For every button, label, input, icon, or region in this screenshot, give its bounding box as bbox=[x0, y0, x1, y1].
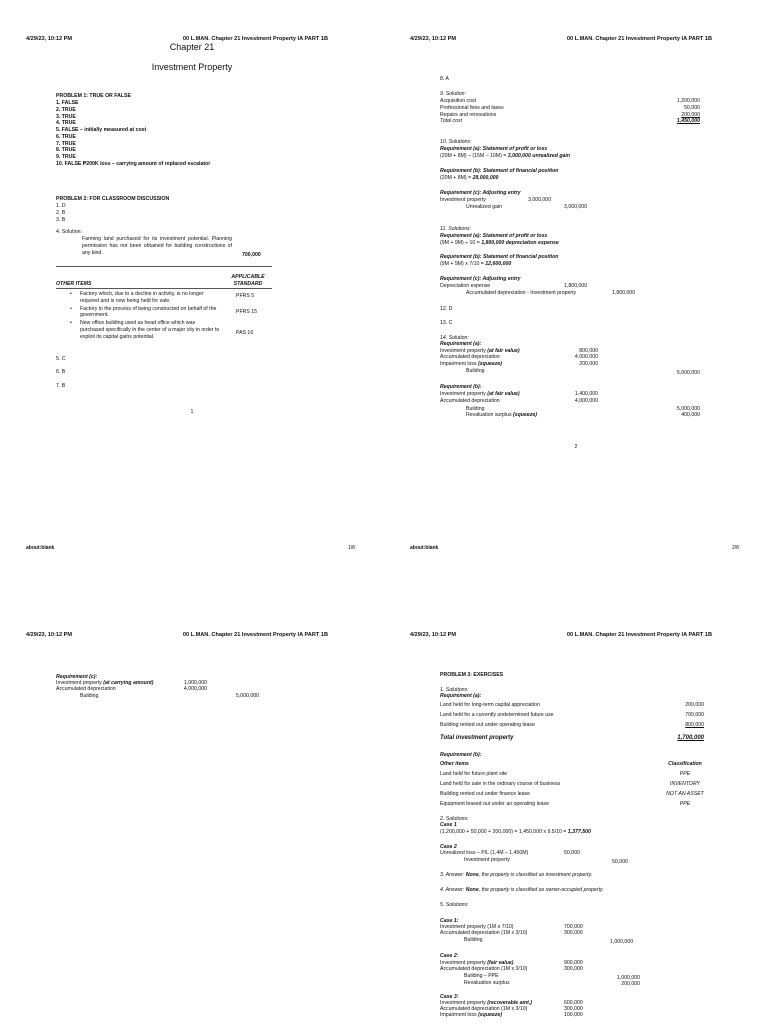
answer-item: 2. B bbox=[56, 209, 66, 216]
list-item bbox=[70, 320, 220, 340]
entry-credit-amt: 3,000,000 bbox=[564, 204, 588, 210]
header-title: 00 L.MAN. Chapter 21 Investment Property IA PART 1B bbox=[182, 36, 328, 42]
calc-text: (20M + 8M) = bbox=[440, 175, 473, 181]
divider bbox=[56, 266, 272, 267]
journal-amount: 100,000 bbox=[564, 1012, 583, 1018]
answer-6: 6. B bbox=[56, 369, 66, 375]
item-standard: PFRS 5 bbox=[236, 293, 255, 299]
journal-line bbox=[466, 412, 537, 419]
journal-amount: 4,000,000 bbox=[183, 686, 207, 692]
journal-amount: 600,000 bbox=[564, 1000, 583, 1006]
answer-12: 12. D bbox=[440, 306, 453, 312]
journal-amount: 4,000,000 bbox=[574, 398, 598, 404]
q10-calc-b bbox=[440, 175, 499, 182]
total-amount: 1,700,000 bbox=[677, 735, 704, 741]
page-header bbox=[410, 36, 712, 42]
req-a-amounts bbox=[674, 701, 704, 731]
entry-credit-amt: 1,800,000 bbox=[612, 290, 636, 296]
answer-item: 8. TRUE bbox=[56, 147, 76, 154]
answer-item: 2. TRUE bbox=[56, 106, 76, 113]
case-2-label: Case 2: bbox=[440, 953, 459, 959]
q10-req-b: Requirement (b): Statement of financial position bbox=[440, 168, 559, 174]
q9-amount-col bbox=[670, 98, 700, 125]
row-amount: 50,000 bbox=[684, 104, 700, 111]
col-other-items: OTHER ITEMS bbox=[56, 281, 92, 287]
col-std-line2: STANDARD bbox=[233, 280, 263, 287]
col-standard bbox=[226, 274, 270, 288]
row-label: Land held for future plant site bbox=[440, 771, 508, 777]
header-title: 00 L.MAN. Chapter 21 Investment Property IA PART 1B bbox=[182, 632, 328, 638]
journal-amount: 300,000 bbox=[564, 930, 583, 936]
journal-amount: 1,000,000 bbox=[616, 975, 640, 981]
entry-debit-amt: 1,800,000 bbox=[564, 283, 588, 289]
answer-prefix: 4. Answer: bbox=[440, 887, 466, 893]
calc-text: (1,200,000 + 50,000 + 200,000) = 1,450,000 x 9.5/10 = bbox=[440, 829, 568, 835]
line-qualifier: (recoverable amt.) bbox=[487, 1000, 532, 1006]
answer-text: , the property is classified as owner-occupied property. bbox=[478, 887, 604, 893]
journal-line: Building – PPE bbox=[464, 973, 499, 979]
line-text: Investment property bbox=[440, 348, 488, 354]
line-qualifier: (at fair value) bbox=[487, 348, 520, 354]
answer-item: 4. TRUE bbox=[56, 120, 76, 127]
calc-text: (9M + 9M) ÷ 10 = bbox=[440, 240, 482, 246]
line-qualifier: (at carrying amount) bbox=[103, 680, 154, 686]
journal-amount: 700,000 bbox=[564, 924, 583, 930]
item-text: Factory which, due to a decline in activity, is no longer required and is now being held for sale. bbox=[80, 291, 204, 304]
calc-result: 1,800,000 depreciation expense bbox=[481, 240, 559, 246]
journal-line: Accumulated depreciation (1M x 3/10) bbox=[440, 930, 528, 936]
q1-label: 1. Solutions: bbox=[440, 687, 469, 693]
answer-list-1 bbox=[56, 100, 210, 168]
row-label: Repairs and renovations bbox=[440, 111, 497, 118]
journal-amount: 800,000 bbox=[579, 348, 598, 354]
journal-line: Accumulated depreciation (1M x 3/10) bbox=[440, 966, 528, 972]
journal-line: Building bbox=[464, 937, 483, 943]
answer-5: 5. C bbox=[56, 356, 66, 362]
list-item bbox=[70, 306, 220, 320]
entry-credit: Accumulated depreciation - Investment property bbox=[466, 290, 577, 296]
q3-answer bbox=[440, 872, 592, 879]
journal-amount: 400,000 bbox=[681, 412, 700, 418]
answer-key: None bbox=[465, 872, 479, 878]
journal-amount: 4,000,000 bbox=[574, 354, 598, 360]
row-amount: 800,000 bbox=[685, 721, 704, 728]
journal-line: Investment property (1M x 7/10) bbox=[440, 924, 514, 930]
line-text: Impairment loss bbox=[440, 361, 479, 367]
header-timestamp: 4/29/23, 10:12 PM bbox=[410, 36, 457, 42]
line-qualifier: (squeeze) bbox=[478, 1012, 502, 1018]
journal-amount: 5,000,000 bbox=[676, 406, 700, 412]
entry-credit: Unrealized gain bbox=[466, 204, 503, 210]
journal-line: Investment property bbox=[464, 857, 510, 863]
list-item bbox=[70, 291, 220, 305]
header-timestamp: 4/29/23, 10:12 PM bbox=[26, 36, 73, 42]
case-3-label: Case 3: bbox=[440, 994, 459, 1000]
q4-answer bbox=[440, 887, 604, 894]
bullet: • bbox=[70, 320, 72, 326]
problem3-title: PROBLEM 3: EXERCISES bbox=[440, 672, 504, 678]
item-text: New office building used as head office which was purchased specifically in the center of a major city in order to exploit its capital gains potential. bbox=[80, 320, 220, 340]
line-qualifier: (squeeze) bbox=[513, 412, 537, 418]
entry-debit: Depreciation expense bbox=[440, 283, 491, 289]
q11-req-c: Requirement (c): Adjusting entry bbox=[440, 276, 521, 282]
journal-line bbox=[440, 1012, 502, 1019]
q11-calc-a bbox=[440, 240, 559, 247]
answer-13: 13. C bbox=[440, 320, 453, 326]
answer-item: 10. FALSE ₱200K loss – carrying amount of replaced escalator bbox=[56, 160, 211, 167]
answer-item: 7. TRUE bbox=[56, 140, 76, 147]
calc-text: (20M + 8M) – (15M – 10M) = bbox=[440, 153, 508, 159]
row-label: Land held for sale in the ordinary course of business bbox=[440, 780, 561, 787]
calc-result: 28,000,000 bbox=[472, 175, 499, 181]
row-amount: 700,000 bbox=[685, 711, 704, 718]
line-text: Investment property bbox=[440, 960, 488, 966]
answer-item: 3. B bbox=[56, 216, 66, 223]
item-standard: PFRS 15 bbox=[236, 309, 258, 315]
answer-list-2 bbox=[56, 203, 66, 223]
row-class: PPE bbox=[679, 771, 691, 777]
journal-amount: 1,400,000 bbox=[574, 391, 598, 397]
row-amount: 200,000 bbox=[681, 111, 700, 118]
req-a-labels bbox=[440, 701, 554, 731]
page-4 bbox=[384, 598, 768, 1024]
answer-key: None bbox=[465, 887, 479, 893]
item-standard: PAS 16 bbox=[236, 330, 254, 336]
line-text: Investment property bbox=[440, 391, 488, 397]
q14-req-b: Requirement (b): bbox=[440, 384, 482, 390]
req-b-labels bbox=[440, 770, 560, 810]
q4-text: Farming land purchased for its investment potential. Planning permission has not been obtained for building constructions of any kind. bbox=[82, 236, 232, 256]
answer-item: 1. D bbox=[56, 203, 66, 209]
q4-amount: 700,000 bbox=[242, 252, 261, 258]
q2-label: 2. Solutions: bbox=[440, 816, 469, 822]
journal-line: Revaluation surplus bbox=[464, 980, 510, 986]
row-amount: 1,200,000 bbox=[676, 98, 700, 104]
chapter-subtitle: Investment Property bbox=[151, 62, 233, 72]
journal-line: Unrealized loss – P/L (1.4M – 1.450M) bbox=[440, 850, 529, 856]
journal-line: Accumulated depreciation bbox=[440, 398, 500, 404]
q11-calc-b bbox=[440, 261, 511, 268]
row-label: Land held for a currently undetermined future use bbox=[440, 711, 554, 718]
calc-result: 12,600,000 bbox=[485, 261, 512, 267]
req-b: Requirement (b): bbox=[440, 752, 482, 758]
calc-result: 1,377,500 bbox=[567, 829, 591, 835]
journal-amount: 300,000 bbox=[564, 1006, 583, 1012]
header-timestamp: 4/29/23, 10:12 PM bbox=[26, 632, 73, 638]
case1-label: Case 1 bbox=[440, 822, 457, 828]
q9-label-col bbox=[440, 98, 504, 125]
bullet: • bbox=[70, 305, 72, 312]
line-text: Investment property bbox=[440, 1000, 488, 1006]
q10-req-a: Requirement (a): Statement of profit or loss bbox=[440, 146, 548, 152]
calc-text: (9M + 9M) x 7/10 = bbox=[440, 261, 486, 267]
row-label: Acquisition cost bbox=[440, 98, 477, 104]
q11-label: 11. Solutions: bbox=[440, 226, 472, 232]
line-qualifier: (squeeze) bbox=[478, 361, 502, 367]
total-label: Total investment property bbox=[440, 735, 514, 741]
req-b-classes bbox=[654, 770, 716, 810]
calc-result: 3,000,000 unrealized gain bbox=[507, 153, 571, 159]
entry-debit-amt: 3,000,000 bbox=[528, 197, 552, 203]
answer-item: 3. TRUE bbox=[56, 113, 76, 120]
journal-line: Accumulated depreciation (1M x 3/10) bbox=[440, 1006, 528, 1012]
answer-item: 9. TRUE bbox=[56, 154, 76, 160]
answer-7: 7. B bbox=[56, 383, 66, 389]
journal-amount: 200,000 bbox=[579, 361, 598, 367]
page-3 bbox=[0, 598, 384, 1024]
journal-amount: 1,000,000 bbox=[610, 939, 634, 945]
col-std-line1: APPLICABLE bbox=[231, 274, 265, 280]
entry-debit: Investment property bbox=[440, 197, 486, 203]
page-number: 1 bbox=[190, 409, 194, 415]
journal-amount: 5,000,000 bbox=[235, 693, 259, 699]
line-qualifier: (at fair value) bbox=[487, 391, 520, 397]
journal-amount: 300,000 bbox=[564, 966, 583, 972]
journal-amount: 900,000 bbox=[564, 960, 583, 966]
row-amount: 200,000 bbox=[685, 702, 704, 708]
page-number: 2 bbox=[574, 444, 578, 450]
footer-source: about:blank bbox=[26, 545, 55, 551]
col-classification: Classification bbox=[668, 761, 702, 767]
q5-label: 5. Solutions: bbox=[440, 902, 469, 908]
q14-label: 14. Solution: bbox=[440, 335, 469, 341]
journal-amount: 50,000 bbox=[612, 859, 628, 865]
col-other-items: Other items bbox=[440, 761, 469, 767]
q10-calc-a bbox=[440, 153, 570, 160]
page-1 bbox=[0, 0, 384, 551]
row-label: Professional fees and taxes bbox=[440, 104, 504, 111]
line-text: Investment property bbox=[56, 680, 104, 686]
journal-line: Accumulated depreciation bbox=[440, 354, 500, 360]
q11-req-b: Requirement (b): Statement of financial position bbox=[440, 254, 559, 260]
answer-8: 8. A bbox=[440, 76, 449, 82]
row-label: Building rented out under operating lease bbox=[440, 721, 535, 728]
q9-label: 9. Solution: bbox=[440, 91, 466, 97]
total-amount: 1,450,000 bbox=[676, 118, 700, 125]
journal-line bbox=[440, 391, 520, 398]
chapter-heading: Chapter 21 bbox=[169, 42, 215, 52]
row-class: PPE bbox=[679, 800, 691, 807]
page-header bbox=[410, 632, 712, 638]
row-label: Equipment leased out under an operating lease bbox=[440, 800, 550, 807]
footer-source: about:blank bbox=[410, 545, 439, 551]
journal-line: Building bbox=[80, 693, 99, 699]
header-title: 00 L.MAN. Chapter 21 Investment Property IA PART 1B bbox=[566, 36, 712, 42]
journal-amount: 200,000 bbox=[621, 981, 640, 987]
item-text: Factory in the process of being constructed on behalf of the government. bbox=[80, 305, 217, 319]
req-a: Requirement (a): bbox=[440, 693, 482, 699]
header-timestamp: 4/29/23, 10:12 PM bbox=[410, 632, 457, 638]
problem1-title: PROBLEM 1: TRUE OR FALSE bbox=[56, 93, 131, 99]
case2-label: Case 2 bbox=[440, 844, 457, 850]
case-1-label: Case 1: bbox=[440, 918, 459, 924]
page-2 bbox=[384, 0, 768, 551]
journal-line: Building bbox=[466, 406, 485, 412]
row-class: NOT AN ASSET bbox=[666, 790, 704, 797]
q14-req-a: Requirement (a): bbox=[440, 341, 482, 347]
footer-page-count: 1/8 bbox=[348, 545, 355, 551]
answer-item: 5. FALSE – initially measured at cost bbox=[56, 127, 147, 133]
line-text: Impairment loss bbox=[440, 1012, 479, 1018]
row-label: Building rented out under finance lease bbox=[440, 790, 530, 797]
answer-text: , the property is classified as investment property. bbox=[478, 872, 593, 878]
problem2-title: PROBLEM 2: FOR CLASSROOM DISCUSSION bbox=[56, 196, 170, 202]
bullet: • bbox=[70, 291, 72, 297]
answer-prefix: 3. Answer: bbox=[440, 872, 466, 878]
row-class: INVENTORY bbox=[670, 780, 700, 787]
journal-line: Building bbox=[466, 368, 485, 374]
total-label: Total cost bbox=[440, 118, 463, 125]
journal-amount: 1,000,000 bbox=[183, 680, 207, 686]
journal-amount: 50,000 bbox=[564, 850, 580, 856]
q4-label-text: 4. Solution: bbox=[56, 229, 82, 235]
footer-page-count: 2/8 bbox=[732, 545, 739, 551]
journal-line: Accumulated depreciation bbox=[56, 686, 116, 692]
table-rule bbox=[56, 288, 272, 289]
journal-line bbox=[440, 361, 502, 368]
q10-label: 10. Solutions: bbox=[440, 139, 472, 145]
q11-req-a: Requirement (a): Statement of profit or loss bbox=[440, 233, 548, 239]
page-header bbox=[26, 632, 328, 638]
journal-amount: 5,000,000 bbox=[676, 370, 700, 376]
items-list bbox=[70, 291, 220, 340]
req-c: Requirement (c): bbox=[56, 674, 98, 680]
row-label: Land held for long-term capital appreciation bbox=[440, 702, 540, 708]
answer-item: 1. FALSE bbox=[56, 100, 79, 106]
case1-calc bbox=[440, 829, 591, 836]
line-qualifier: (fair value) bbox=[487, 960, 514, 966]
answer-item: 6. TRUE bbox=[56, 133, 76, 140]
line-text: Revaluation surplus bbox=[466, 412, 514, 418]
q10-req-c: Requirement (c): Adjusting entry bbox=[440, 190, 521, 196]
q4-label bbox=[56, 229, 82, 236]
header-title: 00 L.MAN. Chapter 21 Investment Property IA PART 1B bbox=[566, 632, 712, 638]
